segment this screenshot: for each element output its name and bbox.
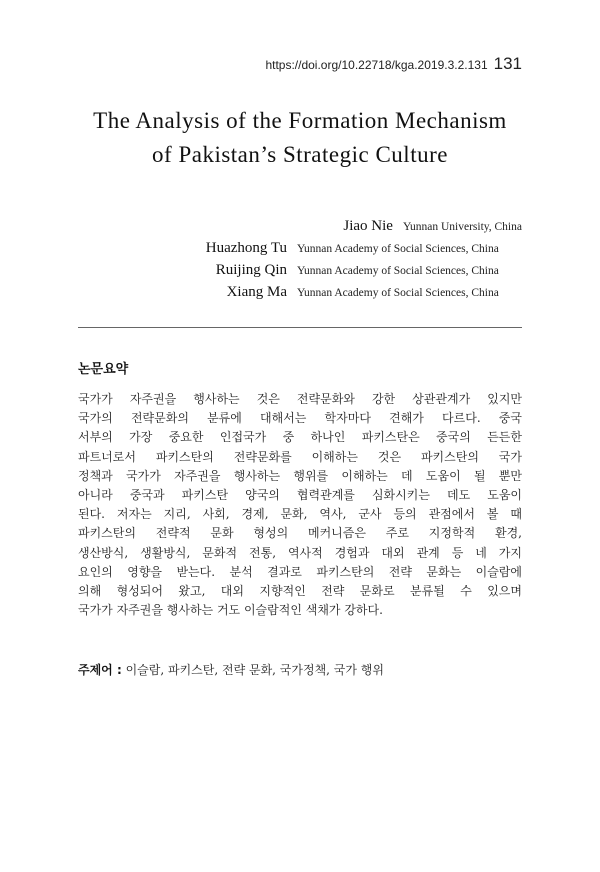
abstract-line: 생산방식, 생활방식, 문화적 전통, 역사적 경험과 대외 관계 등 네 가지 xyxy=(78,545,522,560)
doi-link[interactable]: https://doi.org/10.22718/kga.2019.3.2.131 xyxy=(265,58,488,72)
keywords xyxy=(78,661,384,678)
abstract-line: 아니라 중국과 파키스탄 양국의 협력관계를 심화시키는 데도 도움이 xyxy=(78,488,522,503)
keywords-text: 이슬람, 파키스탄, 전략 문화, 국가정책, 국가 행위 xyxy=(121,663,384,677)
keywords-label: 주제어 : xyxy=(78,663,122,677)
abstract-line: 파키스탄의 전략적 문화 형성의 메커니즘은 주로 지정학적 환경, xyxy=(78,526,522,541)
paper-title xyxy=(40,104,560,172)
author-row xyxy=(206,240,522,257)
author-affiliation: Yunnan Academy of Social Sciences, China xyxy=(297,243,499,255)
page-number: 131 xyxy=(493,54,522,73)
title-line-1: The Analysis of the Formation Mechanism xyxy=(93,108,507,133)
author-affiliation: Yunnan University, China xyxy=(402,221,522,233)
author-name: Jiao Nie xyxy=(343,218,393,234)
abstract-line: 의해 형성되어 왔고, 대외 지향적인 전략 문화로 분류될 수 있으며 xyxy=(78,584,522,599)
abstract-body xyxy=(78,390,522,620)
author-name: Xiang Ma xyxy=(226,284,287,300)
author-list xyxy=(206,218,522,301)
abstract-line: 요인의 영향을 받는다. 분석 결과로 파키스탄의 전략 문화는 이슬람에 xyxy=(78,564,522,579)
abstract-line: 된다. 저자는 지리, 사회, 경제, 문화, 역사, 군사 등의 관점에서 볼 때 xyxy=(78,507,522,522)
author-row xyxy=(227,284,522,301)
author-affiliation: Yunnan Academy of Social Sciences, China xyxy=(297,287,499,299)
abstract-line: 국가가 자주권을 행사하는 거도 이슬람적인 색채가 강하다. xyxy=(78,603,383,618)
author-name: Huazhong Tu xyxy=(205,240,287,256)
title-line-2: of Pakistan’s Strategic Culture xyxy=(152,142,448,167)
abstract-heading: 논문요약 xyxy=(78,362,129,377)
abstract-line: 국가의 전략문화의 분류에 대해서는 학자마다 견해가 다르다. 중국 xyxy=(78,411,522,426)
abstract-line: 정책과 국가가 자주권을 행사하는 행위를 이해하는 데 도움이 될 뿐만 xyxy=(78,468,522,483)
author-row xyxy=(343,218,522,235)
author-row xyxy=(216,262,522,279)
abstract-line: 서부의 가장 중요한 인접국가 중 하나인 파키스탄은 중국의 든든한 xyxy=(78,430,522,445)
abstract-line: 국가가 자주권을 행사하는 것은 전략문화와 강한 상관관계가 있지만 xyxy=(78,392,522,406)
abstract-line: 파트너로서 파키스탄의 전략문화를 이해하는 것은 파키스탄의 국가 xyxy=(78,449,522,464)
author-name: Ruijing Qin xyxy=(215,262,287,278)
section-divider xyxy=(78,327,522,328)
author-affiliation: Yunnan Academy of Social Sciences, China xyxy=(297,265,499,277)
running-header xyxy=(265,54,522,74)
